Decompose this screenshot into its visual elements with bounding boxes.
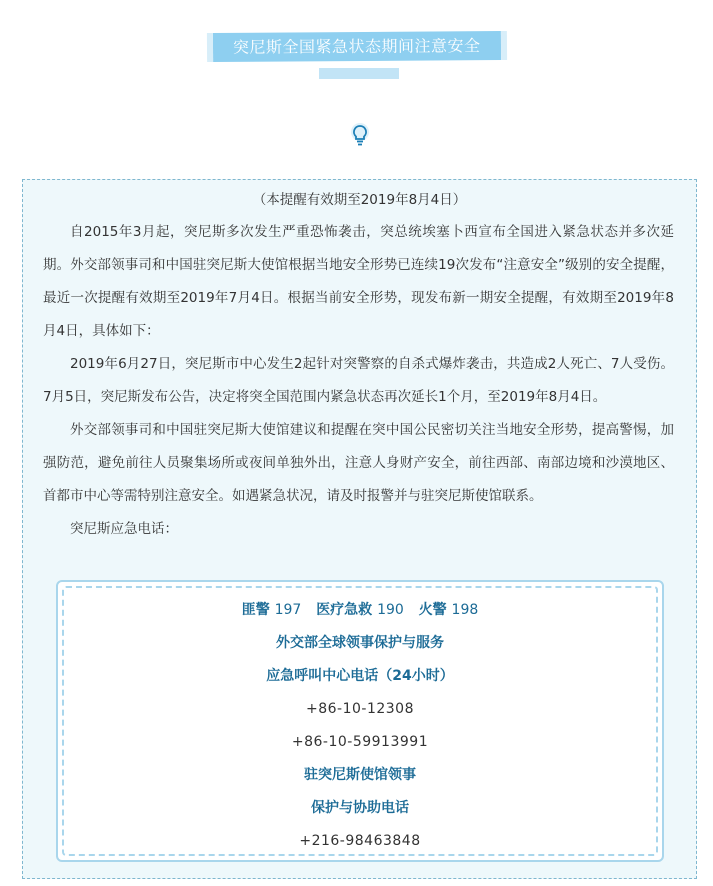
paragraph-incident: 2019年6月27日，突尼斯市中心发生2起针对突警察的自杀式爆炸袭击，共造成2人死亡、7人受伤。7月5日，突尼斯发布公告，决定将突全国范围内紧急状态再次延长1个月，至2019年8月4日。 <box>43 356 674 405</box>
contact-box <box>56 580 664 862</box>
embassy-phone: +216-98463848 <box>299 833 421 849</box>
title-underline-bar <box>319 68 399 79</box>
title-banner-wrap <box>0 32 713 61</box>
ministry-phone-2: +86-10-59913991 <box>291 734 429 750</box>
embassy-title: 驻突尼斯使馆领事 <box>304 767 416 783</box>
paragraph-advice: 外交部领事司和中国驻突尼斯大使馆建议和提醒在突中国公民密切关注当地安全形势，提高警惕，加强防范，避免前往人员聚集场所或夜间单独外出，注意人身财产安全，前往西部、南部边境和沙漠地区、首都市中心等需特别注意安全。如遇紧急状况，请及时报警并与驻突尼斯使馆联系。 <box>43 422 674 504</box>
embassy-subtitle: 保护与协助电话 <box>311 800 409 816</box>
emergency-numbers <box>64 594 656 627</box>
ministry-title: 外交部全球领事保护与服务 <box>276 635 444 651</box>
police-label: 匪警 <box>241 602 270 618</box>
police-number: 197 <box>274 602 302 618</box>
ambulance-label: 医疗急救 <box>316 602 373 618</box>
page-title: 突尼斯全国紧急状态期间注意安全 <box>213 31 501 62</box>
paragraph-emergency-heading: 突尼斯应急电话： <box>70 521 178 537</box>
contact-box-inner <box>62 586 658 856</box>
lightbulb-icon <box>349 122 371 148</box>
notice-box <box>22 179 697 879</box>
ministry-subtitle: 应急呼叫中心电话（24小时） <box>266 668 454 684</box>
ministry-phone-1: +86-10-12308 <box>306 701 414 717</box>
fire-label: 火警 <box>418 602 447 618</box>
fire-number: 198 <box>451 602 479 618</box>
validity-note: （本提醒有效期至2019年8月4日） <box>252 192 467 208</box>
paragraph-background: 自2015年3月起，突尼斯多次发生严重恐怖袭击，突总统埃塞卜西宣布全国进入紧急状态并多次延期。外交部领事司和中国驻突尼斯大使馆根据当地安全形势已连续19次发布“注意安全”级别的安全提醒，最近一次提醒有效期至2019年7月4日。根据当前安全形势，现发布新一期安全提醒，有效期至2019年8月4日，具体如下： <box>43 224 674 339</box>
ambulance-number: 190 <box>377 602 404 618</box>
